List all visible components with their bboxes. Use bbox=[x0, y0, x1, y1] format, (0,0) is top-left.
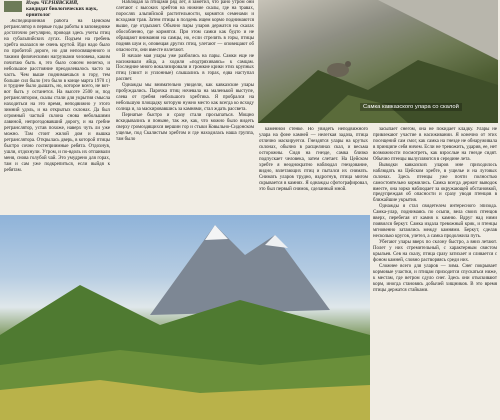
mountain-caucasian-snowcock-photo bbox=[258, 0, 498, 123]
paragraph: каменной стенке. Но увидеть неподвижного улара на фоне камней — нелегкая задача, птица отлично маскируется. Гнездятся улары на крутых склонах, обычно в расщелинах скал, и весьма осторожны. Сидя на гнезде, самка близко подпускает человека, затем слетает. На Цейском хребте я неоднократно наблюдал гнездование, видно, взлетающих птиц и пытался их снимать. Снимать уларов трудно, вздрогнув, птица мигом скрывается в камнях. Я однажды сфотографировал, это был первый снимок, сделанный мной. bbox=[259, 127, 368, 192]
paragraph: Выводки кавказских уларов мне приходилось наблюдать на Цейском хребте, в ущелье и на луговых склонах. Здесь птенцы уже почти полностью самостоятельно кормились. Самка всегда держит выводок вместе, она зорко наблюдает за окружающей обстановкой, предупреждая об опасности и сразу уводя птенцов в ближайшие укрытия. bbox=[373, 162, 497, 204]
photo-caption: Самка кавказского улара со скалой bbox=[360, 103, 462, 111]
paragraph: Экспедиционная работа на Цейском ретранслятор в первые годы работы в заповеднике достаточно регулярно, проводя здесь учеты птиц на субальпийских лугах. Подъем на гребень хребта оказался не очень крутой. Иди надо было по пробитой дороге, но для непосвященного и такими физическими нагрузками человека, каким почитаю быть я, это было совсем нелегко, и небольшое расстояние преодолевалось часто за часть. Чем выше поднимаешься в гору, тем больше сил было (это было в конце марта 1970 г.) и труднее было дышать, но, которое всего, не вот-вот быть у останется. На высоте 2500 м, под ретранслятором, скалы стали для укрытия смысла находиться на это время, неподвижно у этого зимний удэль, и на открытых склонах. Да был огромный частый склона снова небольшими лавиной, непрогодовавший дорогу, и на гребне ретранслятор, устав похоже, наверх чуть ли уже можно. Там стоит жилой дом и вышка ретранслятора. Открылась дверь, в которой птицы быстро сочно гостеприимные ребята. Отдохнув, ушли, отдохнули. Утром, и по-вдоль их отпаивали меня, снова голубой чай. Это умудрено для горах, там и сам уже подкрепиться, если выйдя к ребятам. bbox=[4, 19, 110, 173]
alpine-landscape-illustration bbox=[0, 215, 370, 420]
article-column-3 bbox=[259, 127, 368, 195]
paragraph: Наблюдая за птицами ряд лет, я заметил, что рано утром они слетают с высоких хребтов на нижние скалы, где на травах, порослях альпийской растительности, кормятся семенами и всходами трав. Затем птицы в полдень ищем кормо поднимаются выше, где отдыхают. Обычно пары уларов держатся на скалах обособленно, где кормятся. При этом самки как будто и не обращают внимания на самцы, но, если стрелять в горы, птицы подняв шум и, оповещая других птиц, улетают — оповещают об опасности, они вместе взлетают. bbox=[116, 0, 254, 53]
paragraph: Однажды я стал свидетелем интересного эпизода. Самка-улар, поднимаясь по осыпи, вела своих птенцов вверх, перебегая от камня к камню. Вдруг над ними появился беркут. Самка издала тревожный крик, и птенцы мгновенно затаились между камнями. Беркут, сделав несколько кругов, улетел, а самка продолжила путь. bbox=[373, 204, 497, 240]
byline bbox=[26, 0, 112, 19]
article-column-1 bbox=[4, 19, 110, 215]
alpine-meadow-photo bbox=[0, 215, 370, 420]
paragraph: Убегают улары вверх по склону быстро, а вниз летают. Полет у них стремительный, с характерным свистом крыльев. Сев на скалу, птица сразу затихает и сливается с фоном камней, словно растворяясь среди них. bbox=[373, 240, 497, 263]
paragraph: Пернатые быстро и сразу стали просыпаться. Мощно вскидывались и поныне, так же, как, что можно было видеть сверху громоздящихся вершин гор и стыки Ковыльно-Сидонском ущелье, под Скалистым хребтом и где находилась наша группа, там было bbox=[116, 113, 254, 142]
paragraph: Однажды мы внимательно увидели, как кавказские улары пробуждались. Парочка птиц ночевала на маленькой выступе, слева от гребня небольшого хребтика. Я пробрался на небольшую площадку которую нужно место как всегда ко всходу солнца и, за маскировавшись за камнями, стал ждать рассвета. bbox=[116, 83, 254, 113]
paragraph: В начале мая улары уже разбились на пары. Самки еще не насиживали яйца, а ходили «подтряхиваясь» к самцам. Последние много вокализировали и громкие крики этих крупных птиц (свист и уплонные) слышались в горах, едва наступал рассвет. bbox=[116, 53, 254, 83]
article-column-4 bbox=[373, 127, 497, 419]
paragraph: Сложнее всего для уларов — зима. Снег покрывает кормовые участки, и птицам приходится спускаться ниже, к местам, где ветром сдуло снег. Здесь они отыскивают корм, иногда становясь добычей хищников. В это время птицы держатся стайками. bbox=[373, 263, 497, 293]
author-name: Игорь ЧЕРНЯВСКИЙ, bbox=[26, 0, 79, 6]
section-bullet-icon bbox=[4, 1, 22, 12]
paragraph: засыпает снегом, она не покидает кладку. Улары не привлекают участие в насиживании. Я конечно от этих посещений сам смог, как самка на гнезде не обнаруживала в принципе себя ничем. Если не тревожить, ударив, ее, нет возможности посмотреть, как взрослые на гнезде сидят. Обычно птенцы вылупляются в середине лета. bbox=[373, 127, 497, 162]
author-role: кандидат биологических наук, орнитолог bbox=[26, 6, 98, 19]
